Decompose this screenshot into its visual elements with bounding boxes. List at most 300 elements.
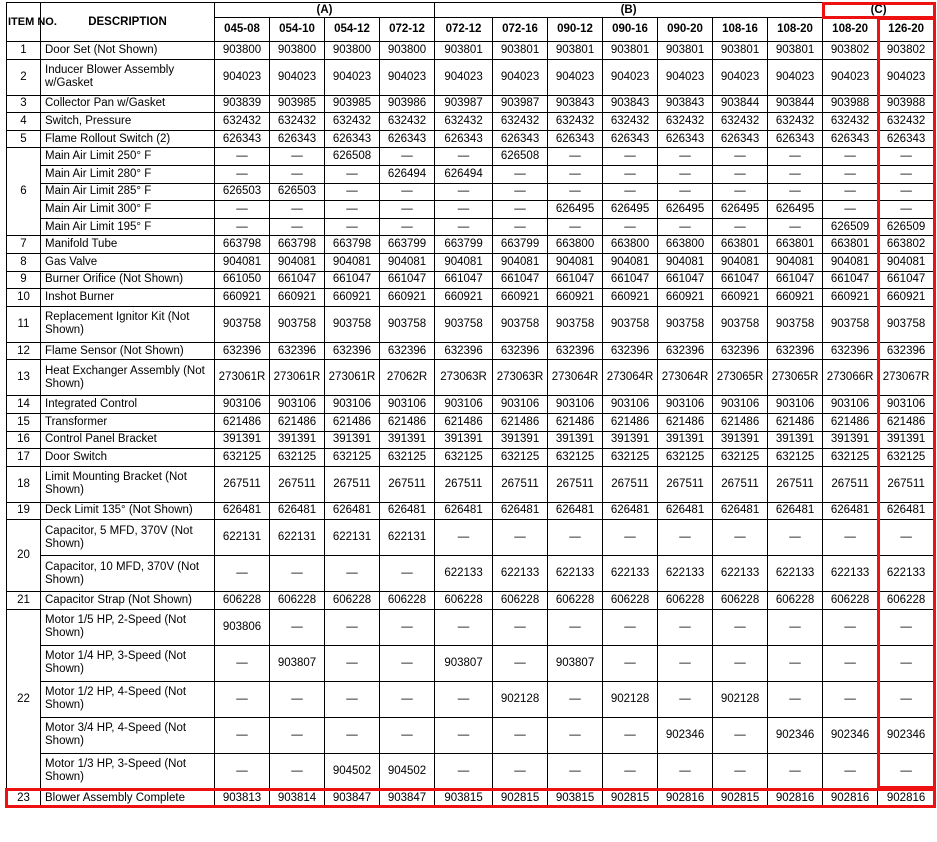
part-number: 622133: [493, 556, 548, 592]
part-number: 622131: [270, 520, 325, 556]
part-number: —: [878, 201, 935, 219]
part-number: 902346: [768, 717, 823, 753]
part-number: —: [713, 148, 768, 166]
part-number: 632432: [603, 113, 658, 131]
header-description: DESCRIPTION: [41, 3, 215, 42]
header-model: 090-12: [548, 18, 603, 42]
part-number: 903807: [435, 645, 493, 681]
part-number: 903801: [713, 42, 768, 60]
part-number: —: [493, 201, 548, 219]
part-number: 267511: [493, 466, 548, 502]
part-number: 267511: [878, 466, 935, 502]
part-number: 273064R: [603, 360, 658, 396]
part-number: 621486: [270, 413, 325, 431]
item-number: 7: [7, 236, 41, 254]
part-number: —: [713, 609, 768, 645]
table-row: [7, 289, 935, 307]
part-number: 902346: [878, 717, 935, 753]
part-number: 903801: [603, 42, 658, 60]
part-number: 904023: [270, 59, 325, 95]
part-number: 606228: [215, 592, 270, 610]
part-number: 663800: [658, 236, 713, 254]
item-number: 11: [7, 306, 41, 342]
part-number: —: [768, 165, 823, 183]
part-number: 663800: [603, 236, 658, 254]
part-number: 663798: [325, 236, 380, 254]
part-number: 904081: [548, 253, 603, 271]
part-number: 904081: [878, 253, 935, 271]
table-row: [7, 502, 935, 520]
item-description: Inshot Burner: [41, 289, 215, 307]
part-number: —: [548, 218, 603, 236]
part-number: 626481: [713, 502, 768, 520]
part-number: 632125: [823, 449, 878, 467]
part-number: —: [380, 681, 435, 717]
table-row: [7, 592, 935, 610]
part-number: —: [658, 681, 713, 717]
part-number: —: [768, 753, 823, 789]
part-number: 902815: [713, 789, 768, 807]
part-number: 632432: [658, 113, 713, 131]
part-number: 273066R: [823, 360, 878, 396]
table-row: [7, 42, 935, 60]
header-model: 126-20: [878, 18, 935, 42]
part-number: —: [603, 717, 658, 753]
part-number: 626481: [493, 502, 548, 520]
item-number: 4: [7, 113, 41, 131]
part-number: 903106: [823, 396, 878, 414]
part-number: —: [325, 165, 380, 183]
part-number: 632125: [713, 449, 768, 467]
item-number: 2: [7, 59, 41, 95]
part-number: —: [270, 148, 325, 166]
part-number: 661047: [380, 271, 435, 289]
part-number: 904023: [823, 59, 878, 95]
item-description: Motor 1/5 HP, 2-Speed (Not Shown): [41, 609, 215, 645]
part-number: 904023: [380, 59, 435, 95]
part-number: —: [325, 201, 380, 219]
part-number: 622133: [878, 556, 935, 592]
part-number: 267511: [215, 466, 270, 502]
part-number: 903800: [270, 42, 325, 60]
part-number: 663800: [548, 236, 603, 254]
part-number: 626343: [325, 130, 380, 148]
part-number: 904023: [215, 59, 270, 95]
part-number: 660921: [713, 289, 768, 307]
part-number: 632396: [215, 342, 270, 360]
item-number: 22: [7, 609, 41, 789]
part-number: 902346: [823, 717, 878, 753]
part-number: 903988: [823, 95, 878, 113]
item-description: Inducer Blower Assembly w/Gasket: [41, 59, 215, 95]
part-number: 660921: [658, 289, 713, 307]
header-model: 090-16: [603, 18, 658, 42]
part-number: —: [215, 681, 270, 717]
part-number: 606228: [325, 592, 380, 610]
table-row: [7, 113, 935, 131]
part-number: 903843: [603, 95, 658, 113]
part-number: —: [878, 753, 935, 789]
part-number: 621486: [380, 413, 435, 431]
part-number: —: [548, 753, 603, 789]
part-number: 622133: [435, 556, 493, 592]
part-number: 903806: [215, 609, 270, 645]
part-number: 903843: [548, 95, 603, 113]
part-number: 391391: [878, 431, 935, 449]
part-number: —: [823, 165, 878, 183]
part-number: —: [325, 681, 380, 717]
part-number: 903987: [493, 95, 548, 113]
part-number: 626343: [823, 130, 878, 148]
parts-table: [6, 2, 935, 807]
part-number: 903839: [215, 95, 270, 113]
part-number: 621486: [548, 413, 603, 431]
part-number: 632432: [435, 113, 493, 131]
item-description: Main Air Limit 285° F: [41, 183, 215, 201]
part-number: —: [380, 201, 435, 219]
item-description: Main Air Limit 250° F: [41, 148, 215, 166]
part-number: —: [823, 753, 878, 789]
part-number: 660921: [380, 289, 435, 307]
part-number: —: [435, 717, 493, 753]
part-number: 903106: [658, 396, 713, 414]
part-number: 626503: [215, 183, 270, 201]
part-number: 903847: [325, 789, 380, 807]
part-number: 903801: [493, 42, 548, 60]
part-number: —: [548, 165, 603, 183]
part-number: 267511: [325, 466, 380, 502]
part-number: —: [215, 753, 270, 789]
part-number: 903758: [768, 306, 823, 342]
item-description: Heat Exchanger Assembly (Not Shown): [41, 360, 215, 396]
part-number: 626495: [658, 201, 713, 219]
part-number: —: [493, 753, 548, 789]
part-number: 273061R: [215, 360, 270, 396]
part-number: 632432: [270, 113, 325, 131]
part-number: —: [603, 609, 658, 645]
part-number: 626343: [548, 130, 603, 148]
part-number: 663799: [380, 236, 435, 254]
part-number: 903758: [380, 306, 435, 342]
part-number: 622133: [603, 556, 658, 592]
part-number: 622131: [380, 520, 435, 556]
part-number: 903844: [713, 95, 768, 113]
part-number: 903106: [768, 396, 823, 414]
part-number: —: [270, 681, 325, 717]
table-row: [7, 396, 935, 414]
part-number: 904081: [215, 253, 270, 271]
table-row: [7, 789, 935, 807]
item-number: 12: [7, 342, 41, 360]
part-number: 632125: [270, 449, 325, 467]
part-number: —: [768, 609, 823, 645]
part-number: 660921: [603, 289, 658, 307]
part-number: —: [215, 556, 270, 592]
part-number: 903106: [380, 396, 435, 414]
part-number: 391391: [713, 431, 768, 449]
part-number: 626495: [548, 201, 603, 219]
part-number: —: [380, 218, 435, 236]
part-number: 904081: [713, 253, 768, 271]
table-row: [7, 681, 935, 717]
part-number: 273065R: [713, 360, 768, 396]
part-number: 902128: [493, 681, 548, 717]
table-row: [7, 466, 935, 502]
part-number: 661047: [325, 271, 380, 289]
part-number: 273064R: [548, 360, 603, 396]
part-number: —: [878, 609, 935, 645]
part-number: —: [658, 645, 713, 681]
part-number: —: [270, 609, 325, 645]
part-number: 903985: [325, 95, 380, 113]
part-number: 904023: [435, 59, 493, 95]
part-number: 273061R: [325, 360, 380, 396]
part-number: 621486: [215, 413, 270, 431]
part-number: 632396: [768, 342, 823, 360]
part-number: —: [658, 520, 713, 556]
part-number: 903106: [713, 396, 768, 414]
part-number: —: [878, 681, 935, 717]
part-number: —: [823, 520, 878, 556]
header-model: 072-12: [380, 18, 435, 42]
part-number: 626495: [603, 201, 658, 219]
part-number: 663798: [215, 236, 270, 254]
part-number: 904023: [493, 59, 548, 95]
part-number: 903801: [658, 42, 713, 60]
part-number: 661047: [713, 271, 768, 289]
part-number: 626481: [768, 502, 823, 520]
part-number: 632125: [768, 449, 823, 467]
part-number: 632125: [493, 449, 548, 467]
item-description: Gas Valve: [41, 253, 215, 271]
part-number: 273065R: [768, 360, 823, 396]
header-model: 072-16: [493, 18, 548, 42]
part-number: 903813: [215, 789, 270, 807]
part-number: 273063R: [435, 360, 493, 396]
part-number: —: [270, 201, 325, 219]
part-number: 606228: [435, 592, 493, 610]
header-model: 072-12: [435, 18, 493, 42]
part-number: 902815: [493, 789, 548, 807]
part-number: —: [493, 717, 548, 753]
table-row: [7, 253, 935, 271]
part-number: 267511: [270, 466, 325, 502]
part-number: —: [548, 681, 603, 717]
part-number: 622133: [768, 556, 823, 592]
item-description: Switch, Pressure: [41, 113, 215, 131]
part-number: 903800: [215, 42, 270, 60]
item-description: Collector Pan w/Gasket: [41, 95, 215, 113]
table-row: [7, 218, 935, 236]
part-number: 660921: [270, 289, 325, 307]
part-number: 632396: [325, 342, 380, 360]
table-row: [7, 645, 935, 681]
part-number: 903807: [548, 645, 603, 681]
part-number: 660921: [768, 289, 823, 307]
part-number: 273067R: [878, 360, 935, 396]
header-model: 108-20: [768, 18, 823, 42]
part-number: 626343: [380, 130, 435, 148]
part-number: 663799: [435, 236, 493, 254]
header-model: 054-12: [325, 18, 380, 42]
header-item-no: ITEM NO.: [7, 3, 41, 42]
part-number: 622133: [548, 556, 603, 592]
part-number: 903802: [823, 42, 878, 60]
item-description: Door Set (Not Shown): [41, 42, 215, 60]
part-number: 903802: [878, 42, 935, 60]
part-number: —: [823, 681, 878, 717]
part-number: 632125: [325, 449, 380, 467]
table-row: [7, 201, 935, 219]
item-number: 23: [7, 789, 41, 807]
part-number: —: [380, 609, 435, 645]
part-number: 626481: [270, 502, 325, 520]
part-number: 663799: [493, 236, 548, 254]
table-row: [7, 717, 935, 753]
part-number: —: [768, 645, 823, 681]
part-number: 904081: [325, 253, 380, 271]
part-number: 626481: [603, 502, 658, 520]
part-number: 626481: [435, 502, 493, 520]
part-number: —: [215, 218, 270, 236]
part-number: 267511: [823, 466, 878, 502]
part-number: 904081: [380, 253, 435, 271]
part-number: —: [325, 609, 380, 645]
table-row: [7, 609, 935, 645]
part-number: 904081: [603, 253, 658, 271]
item-number: 14: [7, 396, 41, 414]
part-number: 632396: [548, 342, 603, 360]
part-number: —: [380, 556, 435, 592]
part-number: —: [603, 645, 658, 681]
part-number: —: [823, 609, 878, 645]
part-number: 903985: [270, 95, 325, 113]
part-number: 903758: [435, 306, 493, 342]
part-number: 267511: [380, 466, 435, 502]
part-number: 903801: [768, 42, 823, 60]
part-number: 273064R: [658, 360, 713, 396]
part-number: —: [603, 753, 658, 789]
part-number: 632396: [270, 342, 325, 360]
part-number: 626508: [493, 148, 548, 166]
table-row: [7, 130, 935, 148]
part-number: 902815: [603, 789, 658, 807]
part-number: 391391: [658, 431, 713, 449]
table-row: [7, 59, 935, 95]
part-number: 273061R: [270, 360, 325, 396]
part-number: 622133: [658, 556, 713, 592]
part-number: 632125: [380, 449, 435, 467]
part-number: 902128: [713, 681, 768, 717]
part-number: 903106: [493, 396, 548, 414]
part-number: 632432: [325, 113, 380, 131]
part-number: 661047: [603, 271, 658, 289]
part-number: 626481: [380, 502, 435, 520]
part-number: 626481: [325, 502, 380, 520]
item-number: 15: [7, 413, 41, 431]
item-description: Transformer: [41, 413, 215, 431]
part-number: 27062R: [380, 360, 435, 396]
part-number: —: [713, 645, 768, 681]
header-row-groups: [7, 3, 935, 18]
part-number: 626343: [493, 130, 548, 148]
part-number: —: [493, 645, 548, 681]
part-number: —: [768, 681, 823, 717]
part-number: 632432: [380, 113, 435, 131]
part-number: —: [325, 717, 380, 753]
part-number: 632396: [823, 342, 878, 360]
part-number: 626509: [823, 218, 878, 236]
part-number: 267511: [658, 466, 713, 502]
part-number: 626481: [215, 502, 270, 520]
part-number: 902816: [878, 789, 935, 807]
part-number: 632125: [548, 449, 603, 467]
part-number: 903807: [270, 645, 325, 681]
part-number: —: [603, 165, 658, 183]
part-number: 904081: [435, 253, 493, 271]
part-number: 267511: [768, 466, 823, 502]
part-number: 621486: [768, 413, 823, 431]
part-number: 663801: [713, 236, 768, 254]
part-number: —: [435, 183, 493, 201]
part-number: 903800: [380, 42, 435, 60]
table-row: [7, 556, 935, 592]
item-number: 17: [7, 449, 41, 467]
part-number: 903106: [325, 396, 380, 414]
part-number: —: [878, 520, 935, 556]
part-number: 267511: [603, 466, 658, 502]
part-number: 903758: [215, 306, 270, 342]
part-number: 663801: [768, 236, 823, 254]
part-number: 904023: [658, 59, 713, 95]
part-number: 391391: [768, 431, 823, 449]
item-number: 19: [7, 502, 41, 520]
part-number: —: [878, 645, 935, 681]
part-number: 621486: [325, 413, 380, 431]
part-number: 661047: [548, 271, 603, 289]
part-number: —: [435, 201, 493, 219]
part-number: 903847: [380, 789, 435, 807]
part-number: 632125: [658, 449, 713, 467]
item-number: 8: [7, 253, 41, 271]
part-number: —: [548, 148, 603, 166]
part-number: 626343: [435, 130, 493, 148]
part-number: —: [658, 218, 713, 236]
part-number: 391391: [270, 431, 325, 449]
part-number: 621486: [435, 413, 493, 431]
part-number: 606228: [768, 592, 823, 610]
part-number: 621486: [658, 413, 713, 431]
part-number: 661050: [215, 271, 270, 289]
part-number: 904023: [603, 59, 658, 95]
part-number: 391391: [603, 431, 658, 449]
part-number: 626343: [603, 130, 658, 148]
item-description: Integrated Control: [41, 396, 215, 414]
part-number: 660921: [878, 289, 935, 307]
part-number: —: [658, 165, 713, 183]
part-number: 902128: [603, 681, 658, 717]
part-number: 632125: [603, 449, 658, 467]
part-number: 391391: [435, 431, 493, 449]
part-number: 904023: [713, 59, 768, 95]
part-number: 903800: [325, 42, 380, 60]
part-number: —: [768, 183, 823, 201]
item-number: 6: [7, 148, 41, 236]
item-description: Capacitor, 5 MFD, 370V (Not Shown): [41, 520, 215, 556]
part-number: —: [435, 148, 493, 166]
part-number: —: [493, 183, 548, 201]
part-number: 903758: [823, 306, 878, 342]
